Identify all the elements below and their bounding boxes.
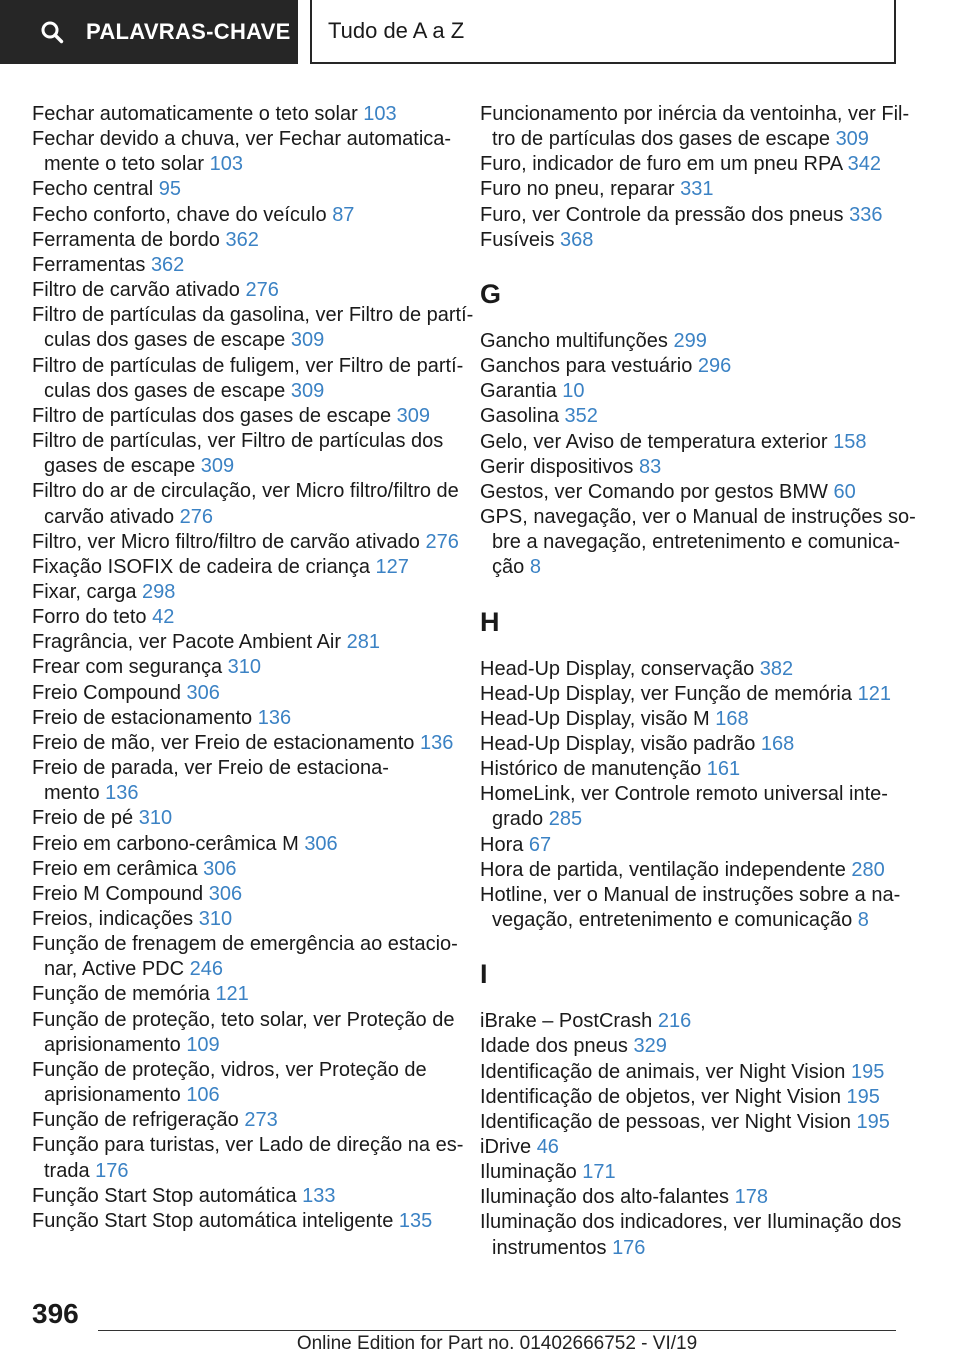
index-entry: iBrake – PostCrash 216 xyxy=(480,1010,692,1033)
index-entry: Identificação de objetos, ver Night Vision 195 xyxy=(480,1085,880,1108)
index-entry: Funcionamento por inércia da ventoinha, ver Fil- tro de partículas dos gases de escape 309 xyxy=(480,103,910,151)
index-entry: Idade dos pneus 329 xyxy=(480,1035,667,1058)
index-entry: Ferramentas 362 xyxy=(32,253,185,276)
index-entry: Furo, ver Controle da pressão dos pneus 336 xyxy=(480,203,883,226)
page-reference-link[interactable]: 106 xyxy=(186,1084,220,1107)
page-reference-link[interactable]: 309 xyxy=(290,329,325,352)
page-reference-link[interactable]: 342 xyxy=(847,153,881,176)
index-entry: Garantia 10 xyxy=(480,380,585,403)
tab-bar xyxy=(0,0,960,66)
page-reference-link[interactable]: 331 xyxy=(680,178,714,201)
page-reference-link[interactable]: 296 xyxy=(697,355,732,378)
index-entry: Freio em cerâmica 306 xyxy=(32,857,237,880)
keywords-tab-label: PALAVRAS-CHAVE xyxy=(86,19,291,44)
page-reference-link[interactable]: 336 xyxy=(849,203,883,226)
index-entry: Iluminação 171 xyxy=(480,1161,616,1184)
index-entry: iDrive 46 xyxy=(480,1136,559,1158)
index-entry: Gestos, ver Comando por gestos BMW 60 xyxy=(480,480,856,503)
page-reference-link[interactable]: 382 xyxy=(759,657,794,680)
index-entry: Freio de mão, ver Freio de estacionamento 136 xyxy=(32,731,454,754)
index-entry: Furo no pneu, reparar 331 xyxy=(480,178,714,201)
index-entry: Filtro, ver Micro filtro/filtro de carvão ativado 276 xyxy=(32,530,459,553)
page-reference-link[interactable]: 246 xyxy=(189,958,223,981)
page-reference-link[interactable]: 121 xyxy=(857,682,891,705)
page-reference-link[interactable]: 299 xyxy=(673,329,707,352)
page-reference-link[interactable]: 168 xyxy=(760,732,795,755)
page-reference-link[interactable]: 309 xyxy=(290,379,325,402)
page-reference-link[interactable]: 309 xyxy=(396,404,431,427)
page-reference-link[interactable]: 60 xyxy=(833,480,856,503)
page-reference-link[interactable]: 368 xyxy=(560,228,594,251)
page-reference-link[interactable]: 306 xyxy=(186,681,220,704)
page-reference-link[interactable]: 121 xyxy=(215,983,249,1006)
index-entry: Iluminação dos indicadores, ver Iluminação dos instrumentos 176 xyxy=(480,1211,902,1259)
index-entry: Fragrância, ver Pacote Ambient Air 281 xyxy=(32,631,380,654)
index-entry: Fusíveis 368 xyxy=(480,228,594,251)
index-entry: Função de memória 121 xyxy=(32,983,249,1006)
footer-divider xyxy=(98,1330,896,1331)
page-reference-link[interactable]: 171 xyxy=(582,1161,616,1184)
index-column-right xyxy=(480,102,940,1261)
index-entry: Freio M Compound 306 xyxy=(32,882,243,905)
page-reference-link[interactable]: 103 xyxy=(363,103,397,125)
index-entry: Freio de parada, ver Freio de estaciona- mento 136 xyxy=(32,757,389,805)
page-reference-link[interactable]: 352 xyxy=(564,405,598,428)
index-entry: Frear com segurança 310 xyxy=(32,656,262,679)
page-reference-link[interactable]: 8 xyxy=(529,556,541,579)
index-entry: Função Start Stop automática inteligente 135 xyxy=(32,1209,433,1232)
page-reference-link[interactable]: 306 xyxy=(208,882,243,905)
index-entry: Gelo, ver Aviso de temperatura exterior 158 xyxy=(480,430,867,453)
index-entry: Função de proteção, teto solar, ver Proteção de aprisionamento 109 xyxy=(32,1008,455,1056)
index-entry: Ferramenta de bordo 362 xyxy=(32,228,259,251)
page-reference-link[interactable]: 329 xyxy=(633,1035,667,1058)
index-entry: Gerir dispositivos 83 xyxy=(480,455,662,478)
page-reference-link[interactable]: 309 xyxy=(200,455,235,478)
page-reference-link[interactable]: 273 xyxy=(244,1109,278,1132)
page-reference-link[interactable]: 103 xyxy=(209,153,244,176)
page-number: 396 xyxy=(32,1298,79,1329)
page-reference-link[interactable]: 67 xyxy=(528,833,552,856)
index-entry: GPS, navegação, ver o Manual de instruções so- bre a navegação, entretenimento e comunica- ção 8 xyxy=(480,506,916,579)
index-entry: Filtro de partículas de fuligem, ver Filtro de partí- culas dos gases de escape 309 xyxy=(32,354,464,402)
a-to-z-tab-label: Tudo de A a Z xyxy=(328,18,465,43)
page-reference-link[interactable]: 309 xyxy=(835,128,869,151)
page-reference-link[interactable]: 306 xyxy=(304,832,338,855)
index-entry: Fixar, carga 298 xyxy=(32,580,176,603)
index-entry: Hora de partida, ventilação independente 280 xyxy=(480,858,885,881)
page-reference-link[interactable]: 168 xyxy=(715,707,749,730)
index-entry: Forro do teto 42 xyxy=(32,606,175,629)
index-entry: Iluminação dos alto-falantes 178 xyxy=(480,1186,768,1209)
index-entry: Função de frenagem de emergência ao estacio- nar, Active PDC 246 xyxy=(32,933,458,981)
page-reference-link[interactable]: 195 xyxy=(846,1085,880,1108)
index-entry: Hora 67 xyxy=(480,833,552,856)
index-entry: Head-Up Display, conservação 382 xyxy=(480,657,794,680)
page-reference-link[interactable]: 158 xyxy=(833,430,867,453)
index-entry: Filtro de partículas da gasolina, ver Filtro de partí- culas dos gases de escape 309 xyxy=(32,304,474,352)
keywords-tab[interactable] xyxy=(0,0,298,64)
page-reference-link[interactable]: 306 xyxy=(203,857,237,880)
page-reference-link[interactable]: 298 xyxy=(142,580,176,603)
page-reference-link[interactable]: 95 xyxy=(158,178,181,201)
index-entry: Freio em carbono-cerâmica M 306 xyxy=(32,832,338,855)
a-to-z-tab[interactable] xyxy=(310,0,896,64)
index-entry: Filtro de partículas dos gases de escape 309 xyxy=(32,404,431,427)
page-reference-link[interactable]: 8 xyxy=(857,909,869,932)
page-reference-link[interactable]: 135 xyxy=(398,1209,433,1232)
index-entry: Freio Compound 306 xyxy=(32,681,220,704)
page-reference-link[interactable]: 276 xyxy=(179,505,214,528)
page-reference-link[interactable]: 195 xyxy=(856,1110,890,1133)
section-letter-h: H xyxy=(480,606,500,637)
index-entry: Filtro de carvão ativado 276 xyxy=(32,279,279,302)
page-reference-link[interactable]: 310 xyxy=(227,656,262,679)
index-entry: Freios, indicações 310 xyxy=(32,908,233,930)
page-reference-link[interactable]: 136 xyxy=(105,782,139,805)
page-reference-link[interactable]: 195 xyxy=(850,1060,885,1083)
page-reference-link[interactable]: 133 xyxy=(302,1184,336,1207)
page-reference-link[interactable]: 310 xyxy=(198,908,233,930)
index-entry: Identificação de pessoas, ver Night Vision 195 xyxy=(480,1110,890,1133)
page-reference-link[interactable]: 280 xyxy=(851,858,885,881)
index-entry: Head-Up Display, visão padrão 168 xyxy=(480,732,795,755)
index-entry: Ganchos para vestuário 296 xyxy=(480,355,732,378)
page-reference-link[interactable]: 285 xyxy=(548,808,583,831)
page-reference-link[interactable]: 176 xyxy=(612,1236,646,1259)
page-reference-link[interactable]: 176 xyxy=(95,1159,129,1182)
index-entry: Função Start Stop automática 133 xyxy=(32,1184,336,1207)
page-reference-link[interactable]: 178 xyxy=(734,1186,768,1209)
page-reference-link[interactable]: 161 xyxy=(706,758,741,781)
index-entry: Função de proteção, vidros, ver Proteção de aprisionamento 106 xyxy=(32,1058,427,1107)
index-entry: Gancho multifunções 299 xyxy=(480,329,707,352)
index-column-left xyxy=(32,102,492,1234)
index-entry: Gasolina 352 xyxy=(480,405,598,428)
page-reference-link[interactable]: 109 xyxy=(186,1033,220,1056)
page-reference-link[interactable]: 276 xyxy=(425,530,459,553)
section-letter-g: G xyxy=(480,278,502,309)
index-entry: Identificação de animais, ver Night Vision 195 xyxy=(480,1060,885,1083)
page-reference-link[interactable]: 362 xyxy=(150,253,185,276)
page-reference-link[interactable]: 362 xyxy=(225,228,259,251)
page-reference-link[interactable]: 10 xyxy=(562,380,585,403)
page-reference-link[interactable]: 46 xyxy=(536,1136,559,1158)
page-reference-link[interactable]: 127 xyxy=(375,555,409,578)
page-reference-link[interactable]: 87 xyxy=(332,203,355,226)
index-entry: Fechar devido a chuva, ver Fechar automatica- mente o teto solar 103 xyxy=(32,128,452,176)
index-entry: Fecho central 95 xyxy=(32,178,181,201)
index-entry: Histórico de manutenção 161 xyxy=(480,758,741,781)
page-reference-link[interactable]: 310 xyxy=(138,807,173,830)
index-entry: Filtro de partículas, ver Filtro de partículas dos gases de escape 309 xyxy=(32,430,444,478)
index-entry: Fechar automaticamente o teto solar 103 xyxy=(32,103,397,125)
index-entry: Filtro do ar de circulação, ver Micro filtro/filtro de carvão ativado 276 xyxy=(32,480,459,528)
page-reference-link[interactable]: 136 xyxy=(257,706,292,729)
index-entry: Fixação ISOFIX de cadeira de criança 127 xyxy=(32,555,409,578)
index-entry: Head-Up Display, ver Função de memória 121 xyxy=(480,682,891,705)
page-reference-link[interactable]: 276 xyxy=(245,279,279,302)
index-entry: Hotline, ver o Manual de instruções sobre a na- vegação, entretenimento e comunicação 8 xyxy=(480,883,901,932)
page-reference-link[interactable]: 83 xyxy=(638,455,662,478)
index-entry: Freio de estacionamento 136 xyxy=(32,706,292,729)
page-reference-link[interactable]: 136 xyxy=(419,731,454,754)
index-entry: Função para turistas, ver Lado de direção na es- trada 176 xyxy=(32,1134,464,1182)
page-reference-link[interactable]: 281 xyxy=(346,631,380,654)
index-entry: Função de refrigeração 273 xyxy=(32,1109,278,1132)
index-entry: Furo, indicador de furo em um pneu RPA 342 xyxy=(480,153,881,176)
index-entry: Fecho conforto, chave do veículo 87 xyxy=(32,203,355,226)
index-entry: HomeLink, ver Controle remoto universal inte- grado 285 xyxy=(480,783,888,831)
index-entry: Freio de pé 310 xyxy=(32,807,173,830)
section-letter-i: I xyxy=(480,959,488,990)
footer-edition-note: Online Edition for Part no. 01402666752 - VI/19 xyxy=(296,1333,698,1354)
page-reference-link[interactable]: 216 xyxy=(657,1010,692,1033)
index-entry: Head-Up Display, visão M 168 xyxy=(480,707,749,730)
page-reference-link[interactable]: 42 xyxy=(152,606,175,629)
search-icon xyxy=(40,20,64,44)
